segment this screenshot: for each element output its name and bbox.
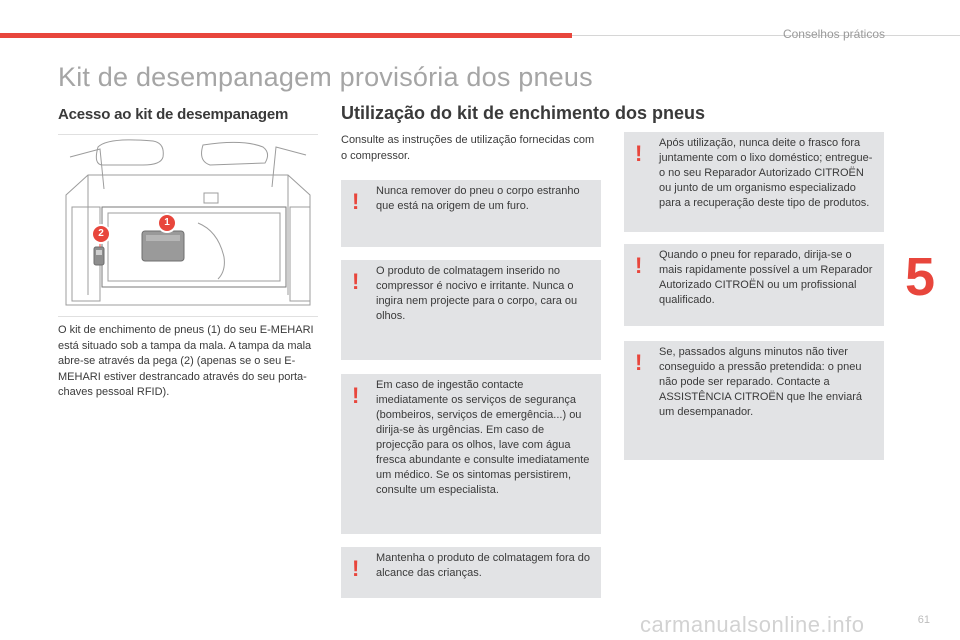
warning-box xyxy=(341,374,601,534)
warning-box xyxy=(341,180,601,247)
warning-box xyxy=(624,341,884,460)
section-label: Conselhos práticos xyxy=(782,27,885,41)
warning-text: Mantenha o produto de colmatagem fora do alcance das crianças. xyxy=(376,552,591,579)
header-accent-bar xyxy=(0,33,572,38)
trunk-drawing xyxy=(58,135,318,316)
chapter-number: 5 xyxy=(905,247,936,307)
warning-text: Em caso de ingestão contacte imediatamente os serviços de segurança (bombeiros, serviços de emergência...) ou dirija-se às urgências. Em caso de projecção para os olhos, lave com água fresca abundante e consulte imediatamente um médico. Se os sintomas persistirem, consulte um especialista. xyxy=(376,379,590,496)
callout-2: 2 xyxy=(93,226,109,242)
warning-box xyxy=(624,132,884,232)
right-heading: Utilização do kit de enchimento dos pneus xyxy=(341,103,706,123)
header-divider xyxy=(572,35,960,36)
intro-text: Consulte as instruções de utilização fornecidas com o compressor. xyxy=(341,134,595,162)
warning-text: O produto de colmatagem inserido no compressor é nocivo e irritante. Nunca o ingira nem projecte para o corpo, cara ou olhos. xyxy=(376,265,578,322)
warning-icon: ! xyxy=(352,383,360,408)
warning-icon: ! xyxy=(635,253,643,278)
compressor-kit xyxy=(142,231,184,261)
warning-icon: ! xyxy=(352,556,360,581)
warning-icon: ! xyxy=(352,269,360,294)
left-body-text: O kit de enchimento de pneus (1) do seu E-MEHARI está situado sob a tampa da mala. A tampa da mala abre-se através da pega (2) (apenas se o seu E-MEHARI estiver destrancado através do seu porta-chaves pessoal RFID). xyxy=(58,324,314,398)
warning-text: Se, passados alguns minutos não tiver conseguido a pressão pretendida: o pneu não pode ser reparado. Contacte a ASSISTÊNCIA CITROËN que lhe enviará um desempanador. xyxy=(659,346,862,418)
warning-box xyxy=(341,260,601,360)
trunk-illustration xyxy=(58,134,318,317)
warning-box xyxy=(341,547,601,598)
page-title: Kit de desempanagem provisória dos pneus xyxy=(58,62,593,92)
warning-icon: ! xyxy=(635,350,643,375)
warning-icon: ! xyxy=(352,189,360,214)
warning-text: Após utilização, nunca deite o frasco fora juntamente com o lixo doméstico; entregue-o no seu Reparador Autorizado CITROËN ou junto de um organismo especializado para a recuperação deste tipo de produtos. xyxy=(659,137,873,209)
watermark: carmanualsonline.info xyxy=(640,612,865,637)
warning-text: Nunca remover do pneu o corpo estranho que está na origem de um furo. xyxy=(376,185,580,212)
callout-1: 1 xyxy=(159,215,175,231)
page-number: 61 xyxy=(917,614,930,626)
warning-icon: ! xyxy=(635,141,643,166)
warning-text: Quando o pneu for reparado, dirija-se o mais rapidamente possível a um Reparador Autorizado CITROËN ou um profissional qualificado. xyxy=(659,249,873,306)
trunk-handle xyxy=(94,247,104,265)
left-heading: Acesso ao kit de desempanagem xyxy=(58,106,289,123)
warning-box xyxy=(624,244,884,326)
